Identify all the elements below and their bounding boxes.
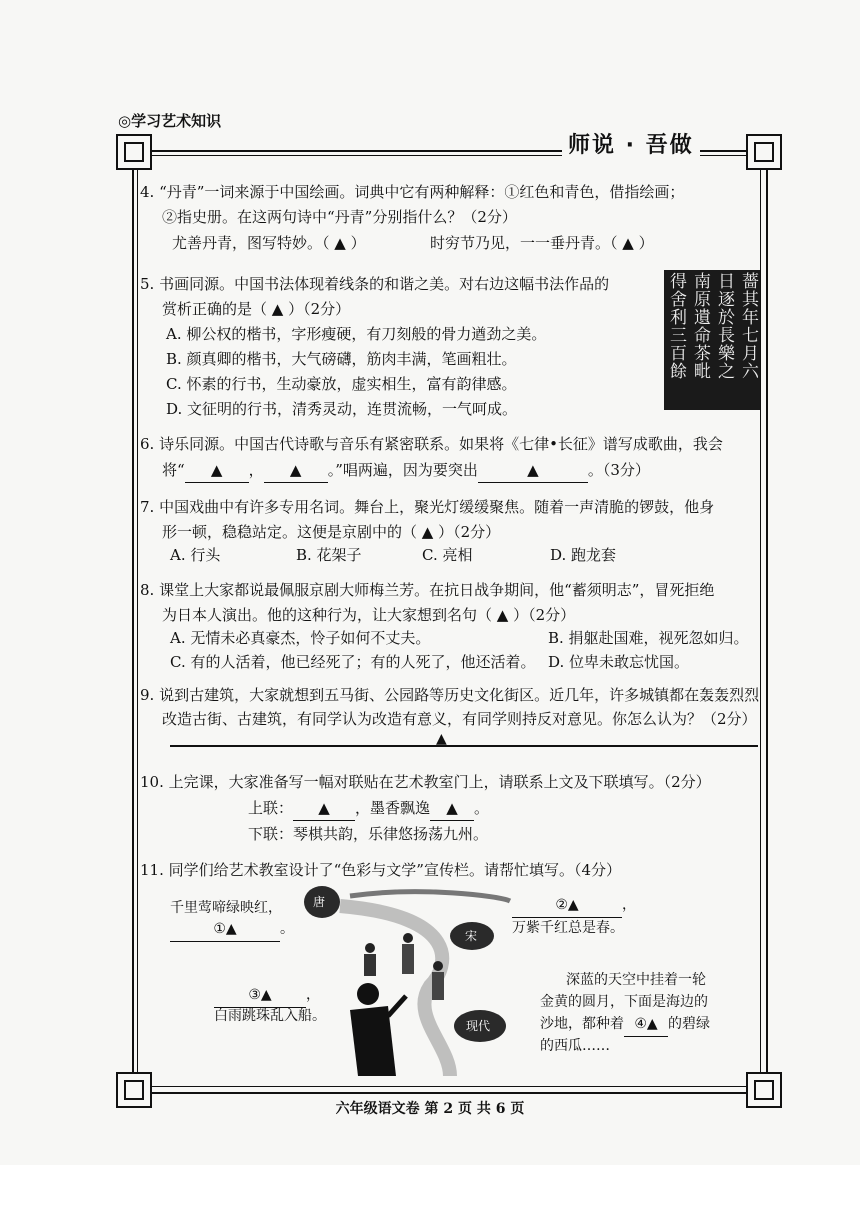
q7-option-a: A. 行头	[170, 546, 221, 564]
page-footer: 六年级语文卷 第 2 页 共 6 页	[335, 1101, 525, 1117]
q11-blank-4[interactable]: ④▲	[624, 1012, 668, 1037]
q6-blank-3[interactable]: ▲	[478, 458, 588, 483]
q6-blank-2[interactable]: ▲	[264, 458, 328, 483]
q4-poem-2: 时穷节乃见，一一垂丹青。（ ▲ ）	[430, 234, 654, 252]
calligraphy-column: 薔其年七月六	[738, 272, 758, 380]
art-label-modern: 现代	[466, 1019, 491, 1033]
q8-option-b: B. 捐躯赴国难，视死忽如归。	[548, 629, 749, 647]
q8-stem-line2: 为日本人演出。他的这种行为，让大家想到名句（ ▲ ）（2分）	[162, 606, 576, 624]
q11-blank-3[interactable]: ③▲	[214, 983, 306, 1008]
q11-stem: 11. 同学们给艺术教室设计了“色彩与文学”宣传栏。请帮忙填写。（4分）	[140, 861, 622, 879]
q9-stem-line1: 9. 说到古建筑，大家就想到五马街、公园路等历史文化街区。近几年，许多城镇都在轰轰烈烈	[140, 686, 760, 704]
q6-stem-line2	[162, 458, 650, 483]
q10-upper-end: 。	[474, 799, 490, 817]
q10-lower-couplet: 下联：琴棋共韵，乐律悠扬荡九州。	[248, 825, 489, 843]
q10-upper-text: ，墨香飘逸	[355, 799, 431, 817]
q11-blank-1[interactable]: ①▲	[170, 917, 280, 942]
q7-option-b: B. 花架子	[296, 546, 362, 564]
q5-stem-line1: 5. 书画同源。中国书法体现着线条的和谐之美。对右边这幅书法作品的	[140, 275, 610, 293]
q11-prose-line4: 的西瓜……	[540, 1038, 610, 1054]
q7-stem-line1: 7. 中国戏曲中有许多专用名词。舞台上，聚光灯缓缓聚焦。随着一声清脆的锣鼓，他身	[140, 498, 715, 516]
q9-answer-line[interactable]	[170, 745, 758, 747]
q10-upper-couplet	[248, 796, 489, 821]
q7-stem-line2: 形一顿，稳稳站定。这便是京剧中的（ ▲ ）（2分）	[162, 523, 501, 541]
q11-prose-line1: 深蓝的天空中挂着一轮	[566, 972, 706, 988]
q6-text: ，	[248, 461, 264, 479]
q11-poem-3-line2: 白雨跳珠乱入船。	[214, 1008, 326, 1024]
q11-poem-1-line2	[170, 917, 294, 942]
calligraphy-column: 日逐於長樂之	[714, 272, 734, 380]
brand-title: 师说 · 吾做	[562, 128, 700, 159]
q6-text: 将“	[162, 461, 185, 479]
art-label-tang: 唐	[313, 895, 326, 909]
q7-option-c: C. 亮相	[422, 546, 473, 564]
q5-stem-line2: 赏析正确的是（ ▲ ）（2分）	[162, 300, 351, 318]
q11-text: 。	[280, 921, 294, 937]
q11-poem-2-line1	[512, 893, 636, 918]
art-label-song: 宋	[465, 929, 478, 943]
literature-timeline-illustration	[300, 876, 530, 1076]
q11-text: ，	[306, 987, 320, 1003]
q6-text: 。（3分）	[587, 461, 650, 479]
q4-stem-line1: 4. “丹青”一词来源于中国绘画。词典中它有两种解释：①红色和青色，借指绘画；	[140, 183, 685, 201]
q11-blank-2[interactable]: ②▲	[512, 893, 622, 918]
q11-prose-line2: 金黄的圆月，下面是海边的	[540, 994, 708, 1010]
calligraphy-column: 得舍利三百餘	[666, 272, 686, 380]
q5-option-c: C. 怀素的行书，生动豪放，虚实相生，富有韵律感。	[166, 375, 517, 393]
q6-stem-line1: 6. 诗乐同源。中国古代诗歌与音乐有紧密联系。如果将《七律•长征》谱写成歌曲，我会	[140, 435, 723, 453]
calligraphy-column: 南原遺命茶毗	[690, 272, 710, 380]
q4-poem-1: 尤善丹青，图写特妙。（ ▲ ）	[172, 234, 366, 252]
q11-text: 的碧绿	[668, 1016, 710, 1032]
q8-option-c: C. 有的人活着，他已经死了；有的人死了，他还活着。	[170, 653, 536, 671]
section-label: ◎学习艺术知识	[118, 112, 222, 130]
page-margin	[0, 1165, 860, 1215]
q4-stem-line2: ②指史册。在这两句诗中“丹青”分别指什么？（2分）	[162, 208, 517, 226]
q10-stem: 10. 上完课，大家准备写一幅对联贴在艺术教室门上，请联系上文及下联填写。（2分）	[140, 773, 711, 791]
q8-option-a: A. 无情未必真豪杰，怜子如何不丈夫。	[170, 629, 431, 647]
corner-ornament-icon	[746, 134, 782, 170]
q5-option-d: D. 文征明的行书，清秀灵动，连贯流畅，一气呵成。	[166, 400, 518, 418]
q5-option-a: A. 柳公权的楷书，字形瘦硬，有刀刻般的骨力遒劲之美。	[166, 325, 547, 343]
q8-option-d: D. 位卑未敢忘忧国。	[548, 653, 690, 671]
q9-answer-mark: ▲	[436, 731, 447, 747]
q9-stem-line2: 改造古街、古建筑，有同学认为改造有意义，有同学则持反对意见。你怎么认为？（2分）	[162, 710, 757, 728]
q11-text: ，	[622, 897, 636, 913]
q5-option-b: B. 颜真卿的楷书，大气磅礴，筋肉丰满，笔画粗壮。	[166, 350, 517, 368]
q10-upper-label: 上联：	[248, 799, 294, 817]
q10-blank-1[interactable]: ▲	[293, 796, 355, 821]
q11-poem-2-line2: 万紫千红总是春。	[512, 920, 624, 936]
corner-ornament-icon	[116, 134, 152, 170]
q11-text: 沙地，都种着	[540, 1016, 624, 1032]
q7-option-d: D. 跑龙套	[550, 546, 617, 564]
q6-blank-1[interactable]: ▲	[185, 458, 249, 483]
calligraphy-artwork	[664, 270, 760, 410]
q10-blank-2[interactable]: ▲	[430, 796, 474, 821]
q8-stem-line1: 8. 课堂上大家都说最佩服京剧大师梅兰芳。在抗日战争期间，他“蓄须明志”，冒死拒绝	[140, 581, 715, 599]
q11-poem-1-line1: 千里莺啼绿映红，	[170, 900, 282, 916]
q6-text: 。”唱两遍，因为要突出	[327, 461, 478, 479]
